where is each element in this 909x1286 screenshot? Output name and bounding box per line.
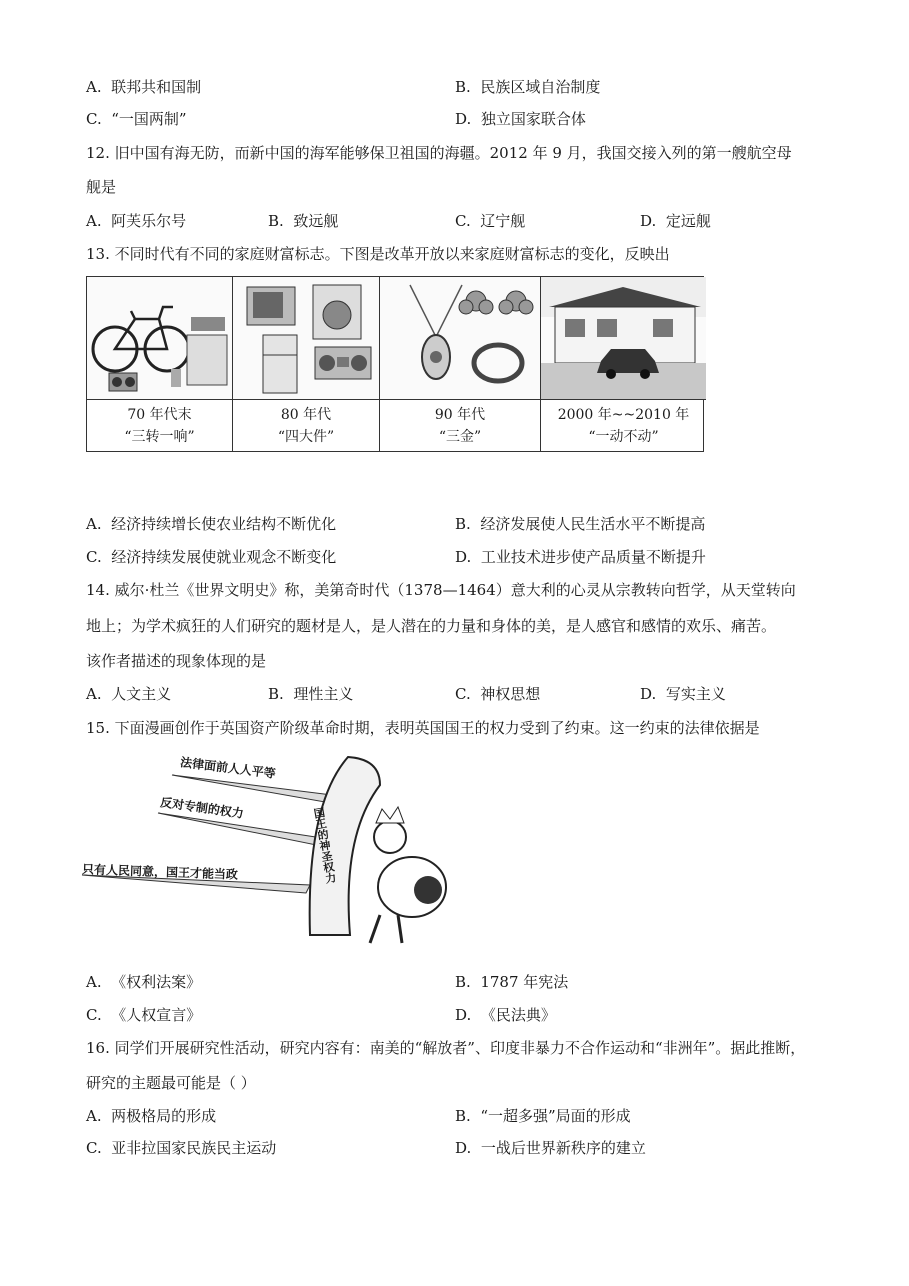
appliances-image [233, 277, 379, 400]
figure-name-1: “三转一响” [124, 428, 195, 445]
q14-option-c: C. 神权思想 [455, 685, 541, 703]
wealth-symbols-figure [86, 276, 704, 452]
figure-cell-90s [380, 277, 541, 451]
cartoon-arrow-label-1: 法律面前人人平等 [179, 755, 277, 781]
q12-option-d: D. 定远舰 [640, 212, 711, 230]
house-car-image [541, 277, 706, 400]
q16-option-a: A. 两极格局的形成 [86, 1107, 217, 1125]
q12-option-b: B. 致远舰 [268, 212, 339, 230]
figure-name-2: “四大件” [277, 428, 335, 445]
q15-option-d: D. 《民法典》 [455, 1006, 556, 1024]
q14-stem-line2: 地上；为学术疯狂的人们研究的题材是人，是人潜在的力量和身体的美，是人感官和感情的欢乐、痛苦。 [86, 617, 777, 635]
q12-option-c: C. 辽宁舰 [455, 212, 526, 230]
q14-stem-line3: 该作者描述的现象体现的是 [86, 652, 267, 670]
figure-period-2: 80 年代 [280, 406, 332, 423]
q13-option-b: B. 经济发展使人民生活水平不断提高 [455, 515, 706, 533]
q12-stem-line1: 12. 旧中国有海无防，而新中国的海军能够保卫祖国的海疆。2012 年 9 月，我国交接入列的第一艘航空母 [86, 144, 792, 162]
q16-stem-line1: 16. 同学们开展研究性活动，研究内容有：南美的“解放者”、印度非暴力不合作运动和“非洲年”。据此推断， [86, 1039, 806, 1057]
figure-cell-2000s [541, 277, 706, 451]
q16-option-c: C. 亚非拉国家民族民主运动 [86, 1139, 277, 1157]
bicycle-sewing-machine-image [87, 277, 232, 400]
q14-stem-line1: 14. 威尔·杜兰《世界文明史》称，美第奇时代（1378—1464）意大利的心灵从宗教转向哲学，从天堂转向 [86, 581, 796, 599]
figure-period-4: 2000 年~~2010 年 [557, 406, 690, 423]
q11-option-a: A. 联邦共和国制 [86, 78, 202, 96]
cartoon-arrow-label-2: 反对专制的权力 [159, 795, 245, 821]
q15-option-c: C. 《人权宣言》 [86, 1006, 202, 1024]
figure-cell-80s [233, 277, 380, 451]
cartoon-shield-label: 国王的神圣权力 [311, 806, 338, 885]
q11-option-c: C. “一国两制” [86, 110, 187, 128]
q14-option-a: A. 人文主义 [86, 685, 172, 703]
figure-cell-70s [87, 277, 233, 451]
q16-stem-line2: 研究的主题最可能是（ ） [86, 1074, 256, 1092]
q15-option-b: B. 1787 年宪法 [455, 973, 569, 991]
jewelry-image [380, 277, 540, 400]
figure-name-3: “三金” [438, 428, 482, 445]
q16-option-d: D. 一战后世界新秩序的建立 [455, 1139, 646, 1157]
q13-option-a: A. 经济持续增长使农业结构不断优化 [86, 515, 337, 533]
q14-option-d: D. 写实主义 [640, 685, 726, 703]
q13-option-d: D. 工业技术进步使产品质量不断提升 [455, 548, 706, 566]
q12-stem-line2: 舰是 [86, 178, 117, 196]
q13-option-c: C. 经济持续发展使就业观念不断变化 [86, 548, 337, 566]
q16-option-b: B. “一超多强”局面的形成 [455, 1107, 631, 1125]
king-power-cartoon [80, 745, 450, 950]
figure-name-4: “一动不动” [588, 428, 659, 445]
q15-option-a: A. 《权利法案》 [86, 973, 202, 991]
figure-period-1: 70 年代末 [127, 406, 192, 423]
q11-option-d: D. 独立国家联合体 [455, 110, 586, 128]
q13-stem: 13. 不同时代有不同的家庭财富标志。下图是改革开放以来家庭财富标志的变化，反映出 [86, 245, 670, 263]
q12-option-a: A. 阿芙乐尔号 [86, 212, 187, 230]
cartoon-arrow-label-3: 只有人民同意，国王才能当政 [81, 862, 239, 882]
q14-option-b: B. 理性主义 [268, 685, 354, 703]
q11-option-b: B. 民族区域自治制度 [455, 78, 601, 96]
figure-period-3: 90 年代 [434, 406, 486, 423]
q15-stem: 15. 下面漫画创作于英国资产阶级革命时期，表明英国国王的权力受到了约束。这一约束的法律依据是 [86, 719, 760, 737]
